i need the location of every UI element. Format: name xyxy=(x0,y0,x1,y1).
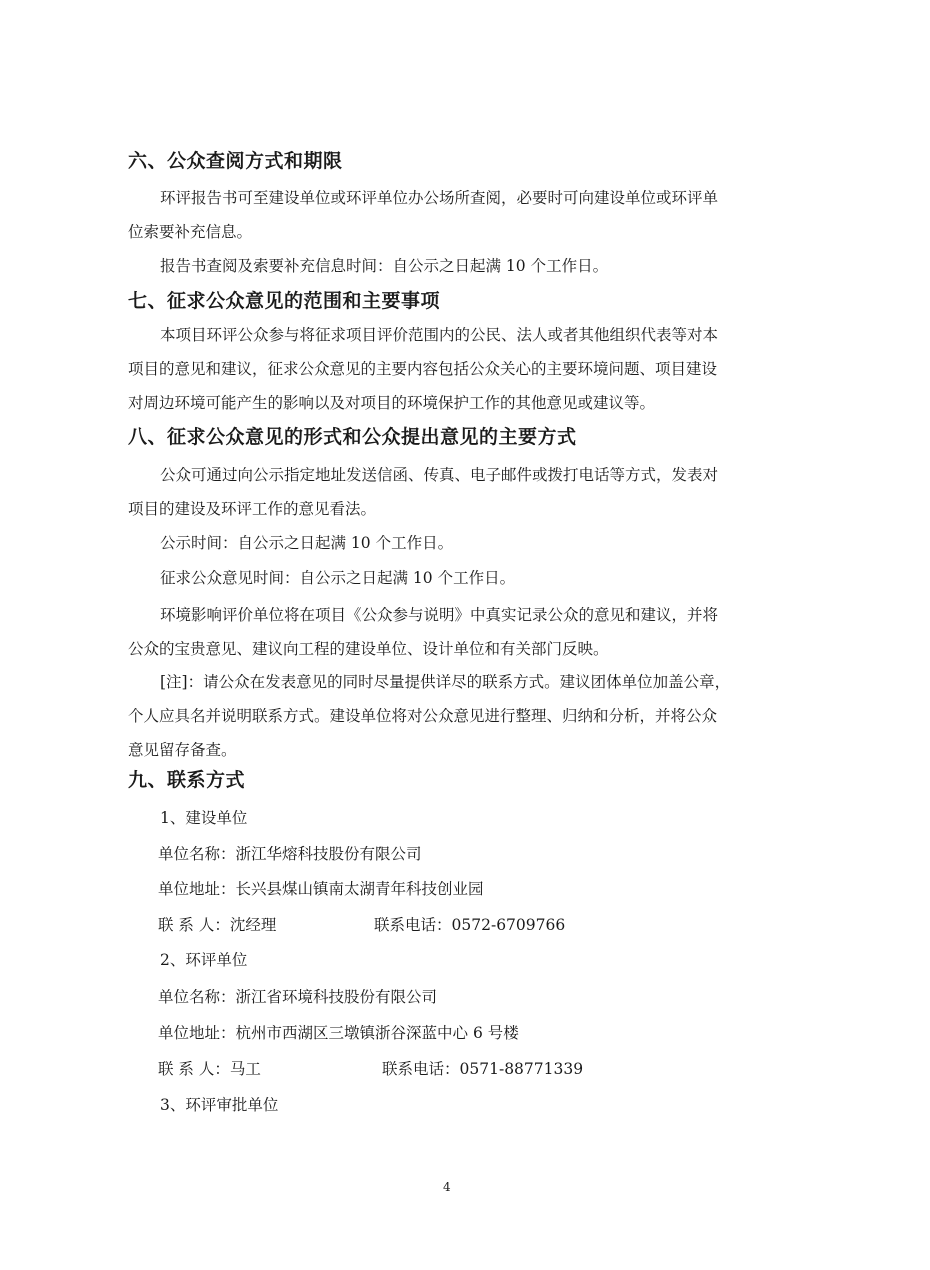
section-8-paragraph-1 xyxy=(128,458,778,526)
unit-1-contact-row xyxy=(158,913,678,935)
phone-label: 联系电话： xyxy=(382,1060,460,1078)
section-heading-8: 八、征求公众意见的形式和公众提出意见的主要方式 xyxy=(128,426,577,448)
unit-1-address: 长兴县煤山镇南太湖青年科技创业园 xyxy=(235,880,484,898)
paragraph-line: 公众可通过向公示指定地址发送信函、传真、电子邮件或拨打电话等方式，发表对 xyxy=(160,466,719,484)
section-8-paragraph-4 xyxy=(128,598,778,666)
paragraph-line: 项目的建设及环评工作的意见看法。 xyxy=(128,500,377,518)
unit-2-contact-row xyxy=(158,1057,678,1079)
paragraph-line: 意见留存备查。 xyxy=(128,741,237,759)
paragraph-line: 位索要补充信息。 xyxy=(128,223,253,241)
section-6-paragraph-2 xyxy=(128,249,778,283)
unit-1-address-row xyxy=(158,877,484,899)
paragraph-line: 对周边环境可能产生的影响以及对项目的环境保护工作的其他意见或建议等。 xyxy=(128,394,656,412)
paragraph-line: 项目的意见和建议，征求公众意见的主要内容包括公众关心的主要环境问题、项目建设 xyxy=(128,360,718,378)
section-8-paragraph-3 xyxy=(128,561,778,595)
unit-1-person: 沈经理 xyxy=(229,916,277,934)
section-heading-6: 六、公众查阅方式和期限 xyxy=(128,150,343,172)
address-label: 单位地址： xyxy=(158,880,236,898)
section-8-paragraph-2 xyxy=(128,526,778,560)
unit-2-title: 2、环评单位 xyxy=(160,951,248,969)
unit-1-phone: 0572-6709766 xyxy=(451,916,566,934)
unit-2-phone-group xyxy=(382,1057,583,1079)
person-label: 联 系 人： xyxy=(158,1060,230,1078)
unit-2-address: 杭州市西湖区三墩镇浙谷深蓝中心 6 号楼 xyxy=(235,1024,519,1042)
section-6-paragraph-1 xyxy=(128,181,778,249)
section-8-note xyxy=(128,665,778,767)
phone-label: 联系电话： xyxy=(374,916,452,934)
unit-2-phone: 0571-88771339 xyxy=(459,1060,584,1078)
paragraph-line: 征求公众意见时间：自公示之日起满 10 个工作日。 xyxy=(160,569,516,587)
paragraph-line: 环境影响评价单位将在项目《公众参与说明》中真实记录公众的意见和建议，并将 xyxy=(160,606,719,624)
paragraph-line: 公示时间：自公示之日起满 10 个工作日。 xyxy=(160,534,454,552)
address-label: 单位地址： xyxy=(158,1024,236,1042)
unit-1-title: 1、建设单位 xyxy=(160,809,248,827)
page-number: 4 xyxy=(443,1180,451,1194)
unit-1-name: 浙江华熔科技股份有限公司 xyxy=(235,845,422,863)
paragraph-line: [注]：请公众在发表意见的同时尽量提供详尽的联系方式。建议团体单位加盖公章， xyxy=(160,673,731,691)
unit-3-title: 3、环评审批单位 xyxy=(160,1096,279,1114)
section-heading-7: 七、征求公众意见的范围和主要事项 xyxy=(128,290,441,312)
paragraph-line: 报告书查阅及索要补充信息时间：自公示之日起满 10 个工作日。 xyxy=(160,257,609,275)
unit-1-name-row xyxy=(158,842,422,864)
unit-2-name-row xyxy=(158,985,437,1007)
section-heading-9: 九、联系方式 xyxy=(128,769,246,791)
paragraph-line: 公众的宝贵意见、建议向工程的建设单位、设计单位和有关部门反映。 xyxy=(128,640,609,658)
unit-2-person: 马工 xyxy=(229,1060,261,1078)
paragraph-line: 环评报告书可至建设单位或环评单位办公场所查阅，必要时可向建设单位或环评单 xyxy=(160,189,719,207)
name-label: 单位名称： xyxy=(158,988,236,1006)
section-7-paragraph-1 xyxy=(128,318,778,420)
name-label: 单位名称： xyxy=(158,845,236,863)
paragraph-line: 个人应具名并说明联系方式。建设单位将对公众意见进行整理、归纳和分析，并将公众 xyxy=(128,707,718,725)
paragraph-line: 本项目环评公众参与将征求项目评价范围内的公民、法人或者其他组织代表等对本 xyxy=(160,326,719,344)
unit-2-name: 浙江省环境科技股份有限公司 xyxy=(235,988,438,1006)
unit-1-phone-group xyxy=(374,913,565,935)
person-label: 联 系 人： xyxy=(158,916,230,934)
unit-2-address-row xyxy=(158,1021,519,1043)
